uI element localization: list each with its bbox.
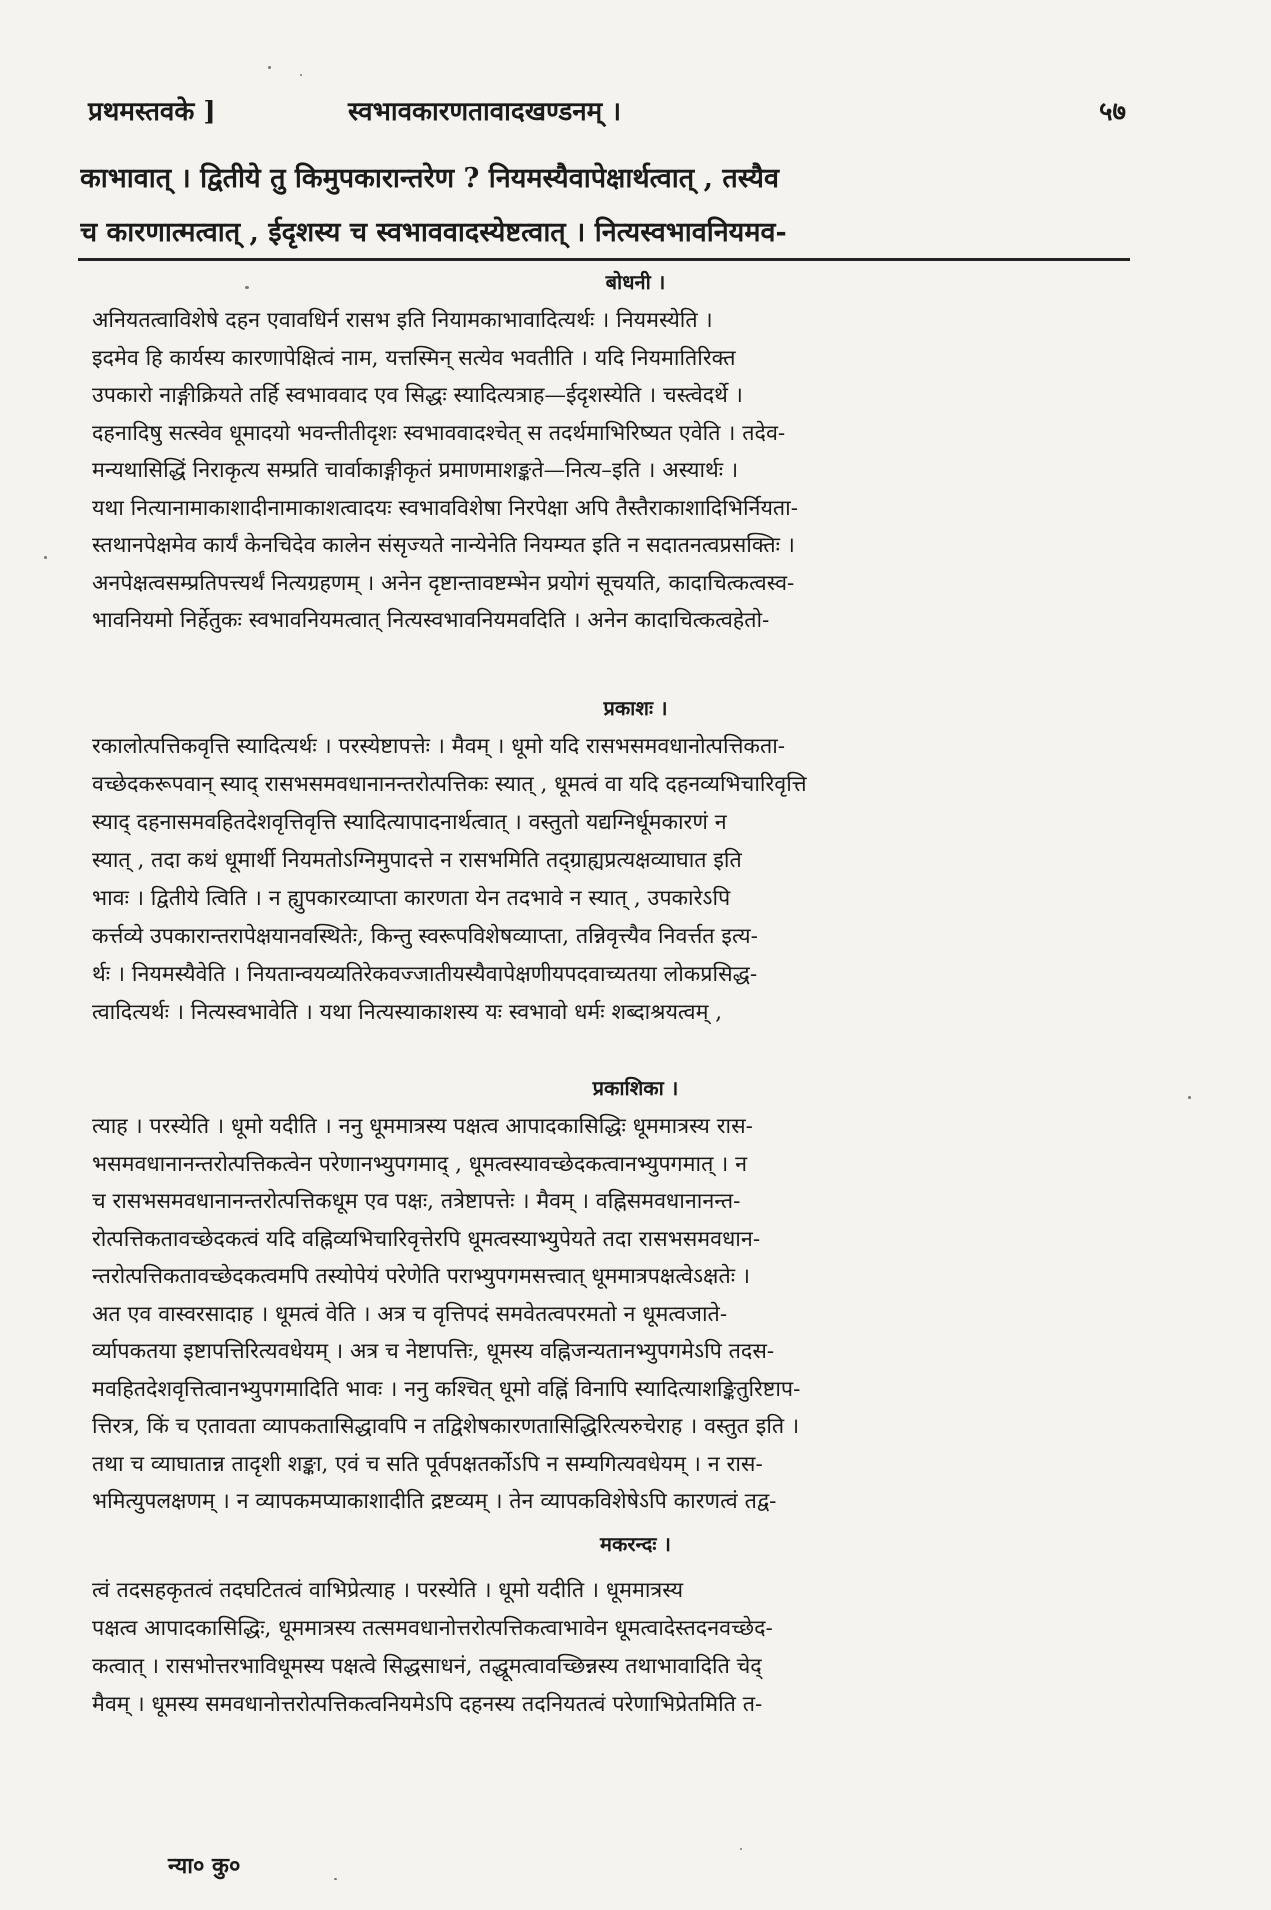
- prakashika-line: त्तिरत्र, किं च एतावता व्यापकतासिद्धावपि न तद्विशेषकारणतासिद्धिरित्यरुचेराह । वस्तुत इति ।: [92, 1414, 800, 1439]
- prakasha-block: [92, 728, 1132, 1032]
- bodhani-line: अनपेक्षत्वसम्प्रतिपत्त्यर्थं नित्यग्रहणम् । अनेन दृष्टान्तावष्टम्भेन प्रयोगं सूचयति, कादाचित्कत्वस्व-: [92, 570, 795, 596]
- prakasha-line: र्थः । नियमस्यैवेति । नियतान्वयव्यतिरेकवज्जातीयस्यैवापेक्षणीयपदवाच्यतया लोकप्रसिद्ध-: [92, 962, 758, 987]
- scan-speck: [268, 66, 271, 69]
- prakasha-line: स्याद् दहनासमवहितदेशवृत्तिवृत्ति स्यादित्यापादनार्थत्वात् । वस्तुतो यद्यग्निर्धूमकारणं न: [92, 810, 727, 835]
- bodhani-line: दहनादिषु सत्स्वेव धूमादयो भवन्तीतीदृशः स्वभाववादश्चेत् स तदर्थमाभिरिष्यत एवेति । तदेव-: [92, 420, 786, 446]
- bodhani-line: अनियतत्वाविशेषे दहन एवावधिर्न रासभ इति नियामकाभावादित्यर्थः । नियमस्येति ।: [92, 308, 713, 333]
- prakashika-line: र्व्यापकतया इष्टापत्तिरित्यवधेयम् । अत्र च नेष्टापत्तिः, धूमस्य वह्निजन्यतानभ्युपगमेऽपि तदस-: [92, 1339, 775, 1364]
- prakasha-line: स्यात् , तदा कथं धूमार्थी नियमतोऽग्निमुपादत्ते न रासभमिति तद्ग्राह्यप्रत्यक्षव्याघात इति: [92, 848, 742, 873]
- signature-mark: न्या० कु०: [168, 1853, 241, 1879]
- prakasha-line: त्वादित्यर्थः । नित्यस्वभावेति । यथा नित्यस्याकाशस्य यः स्वभावो धर्मः शब्दाश्रयत्वम् ,: [92, 1000, 723, 1025]
- makaranda-line: मैवम् । धूमस्य समवधानोत्तरोत्पत्तिकत्वनियमेऽपि दहनस्य तदनियतत्वं परेणाभिप्रेतमिति त-: [92, 1692, 763, 1717]
- makaranda-title: मकरन्दः ।: [600, 1532, 671, 1556]
- bodhani-line: उपकारो नाङ्गीक्रियते तर्हि स्वभाववाद एव सिद्धः स्यादित्यत्राह—ईदृशस्येति । चस्त्वेदर्थे ।: [92, 383, 743, 408]
- main-text: [80, 152, 1130, 260]
- prakashika-line: भसमवधानानन्तरोत्पत्तिकत्वेन परेणानभ्युपगमाद् , धूमत्वस्यावच्छेदकत्वानभ्युपगमात् । न: [92, 1151, 748, 1177]
- bodhani-line: इदमेव हि कार्यस्य कारणापेक्षित्वं नाम, यत्तस्मिन् सत्येव भवतीति । यदि नियमातिरिक्त: [92, 345, 736, 371]
- scan-speck: [44, 556, 47, 559]
- makaranda-line: कत्वात् । रासभोत्तरभाविधूमस्य पक्षत्वे सिद्धसाधनं, तद्धूमत्वावच्छिन्नस्य तथाभावादिति चेद्: [92, 1654, 762, 1679]
- prakashika-line: अत एव वास्वरसादाह । धूमत्वं वेति । अत्र च वृत्तिपदं समवेतत्वपरमतो न धूमत्वजाते-: [92, 1301, 728, 1327]
- header-title: स्वभावकारणतावादखण्डनम् ।: [348, 97, 622, 127]
- prakashika-line: रोत्पत्तिकतावच्छेदकत्वं यदि वह्निव्यभिचारिवृत्तेरपि धूमत्वस्याभ्युपेयते तदा रासभसमवधान-: [92, 1226, 761, 1252]
- prakasha-title: प्रकाशः ।: [603, 696, 668, 720]
- bodhani-line: भावनियमो निर्हेतुकः स्वभावनियमत्वात् नित्यस्वभावनियमवदिति । अनेन कादाचित्कत्वहेतो-: [92, 608, 770, 633]
- scan-speck: [1188, 1096, 1191, 1099]
- divider-rule: [78, 258, 1130, 261]
- prakasha-line: रकालोत्पत्तिकवृत्ति स्यादित्यर्थः । परस्येष्टापत्तेः । मैवम् । धूमो यदि रासभसमवधानोत्पत्तिकता-: [92, 734, 786, 759]
- scan-speck: [245, 286, 249, 289]
- prakashika-line: त्याह । परस्येति । धूमो यदीति । ननु धूममात्रस्य पक्षत्व आपादकासिद्धिः धूममात्रस्य रास-: [92, 1114, 753, 1139]
- bodhani-line: स्तथानपेक्षमेव कार्यं केनचिदेव कालेन संसृज्यते नान्येनेति नियम्यत इति न सदातनत्वप्रसक्तिः ।: [92, 533, 795, 558]
- running-header: [88, 92, 1178, 132]
- scan-speck: [334, 1878, 337, 1880]
- prakasha-line: भावः । द्वितीये त्विति । न ह्युपकारव्याप्ता कारणता येन तदभावे न स्यात् , उपकारेऽपि: [92, 886, 731, 911]
- makaranda-block: [92, 1572, 1132, 1724]
- prakashika-title: प्रकाशिका ।: [592, 1076, 679, 1100]
- makaranda-line: त्वं तदसहकृतत्वं तदघटितत्वं वाभिप्रेत्याह । परस्येति । धूमो यदीति । धूममात्रस्य: [92, 1578, 684, 1603]
- bodhani-title: बोधनी ।: [605, 270, 666, 294]
- prakashika-line: न्तरोत्पत्तिकतावच्छेदकत्वमपि तस्योपेयं परेणेति पराभ्युपगमसत्त्वात् धूममात्रपक्षत्वेऽक्षतेः ।: [92, 1264, 751, 1289]
- main-line: च कारणात्मत्वात् , ईदृशस्य च स्वभाववादस्येष्टत्वात् । नित्यस्वभावनियमव-: [80, 217, 787, 248]
- prakashika-block: [92, 1108, 1132, 1521]
- prakasha-line: कर्त्तव्ये उपकारान्तरापेक्षयानवस्थितेः, किन्तु स्वरूपविशेषव्याप्ता, तन्निवृत्त्यैव निवर्त्तत इत्य-: [92, 924, 758, 949]
- bodhani-block: [92, 302, 1132, 640]
- scan-speck: [740, 1848, 742, 1850]
- bodhani-line: मन्यथासिद्धिं निराकृत्य सम्प्रति चार्वाकाङ्गीकृतं प्रमाणमाशङ्कते—नित्य–इति । अस्यार्थः ।: [92, 458, 739, 483]
- bodhani-line: यथा नित्यानामाकाशादीनामाकाशत्वादयः स्वभावविशेषा निरपेक्षा अपि तैस्तैराकाशादिभिर्नियता-: [92, 495, 799, 521]
- prakashika-line: तथा च व्याघातान्न तादृशी शङ्का, एवं च सति पूर्वपक्षतर्कोऽपि न सम्यगित्यवधेयम् । न रास-: [92, 1451, 763, 1477]
- page-number: ५७: [1098, 97, 1126, 127]
- makaranda-line: पक्षत्व आपादकासिद्धिः, धूममात्रस्य तत्समवधानोत्तरोत्पत्तिकत्वाभावेन धूमत्वादेस्तदनवच्छेद-: [92, 1616, 773, 1641]
- prakashika-line: मवहितदेशवृत्तित्वानभ्युपगमादिति भावः । ननु कश्चित् धूमो वह्निं विनापि स्यादित्याशङ्कितुरिष्टाप-: [92, 1376, 801, 1402]
- scan-speck: [300, 74, 302, 76]
- prakashika-line: भमित्युपलक्षणम् । न व्यापकमप्याकाशादीति द्रष्टव्यम् । तेन व्यापकविशेषेऽपि कारणत्वं तद्व-: [92, 1489, 777, 1514]
- prakashika-line: च रासभसमवधानानन्तरोत्पत्तिकधूम एव पक्षः, तत्रेष्टापत्तेः । मैवम् । वह्निसमवधानानन्त-: [92, 1189, 741, 1214]
- header-left: प्रथमस्तवके ]: [88, 97, 216, 127]
- main-line: काभावात् । द्वितीये तु किमुपकारान्तरेण ? नियमस्यैवापेक्षार्थत्वात् , तस्यैव: [80, 163, 779, 194]
- prakasha-line: वच्छेदकरूपवान् स्याद् रासभसमवधानानन्तरोत्पत्तिकः स्यात् , धूमत्वं वा यदि दहनव्यभिचारिवृत्ति: [92, 772, 807, 797]
